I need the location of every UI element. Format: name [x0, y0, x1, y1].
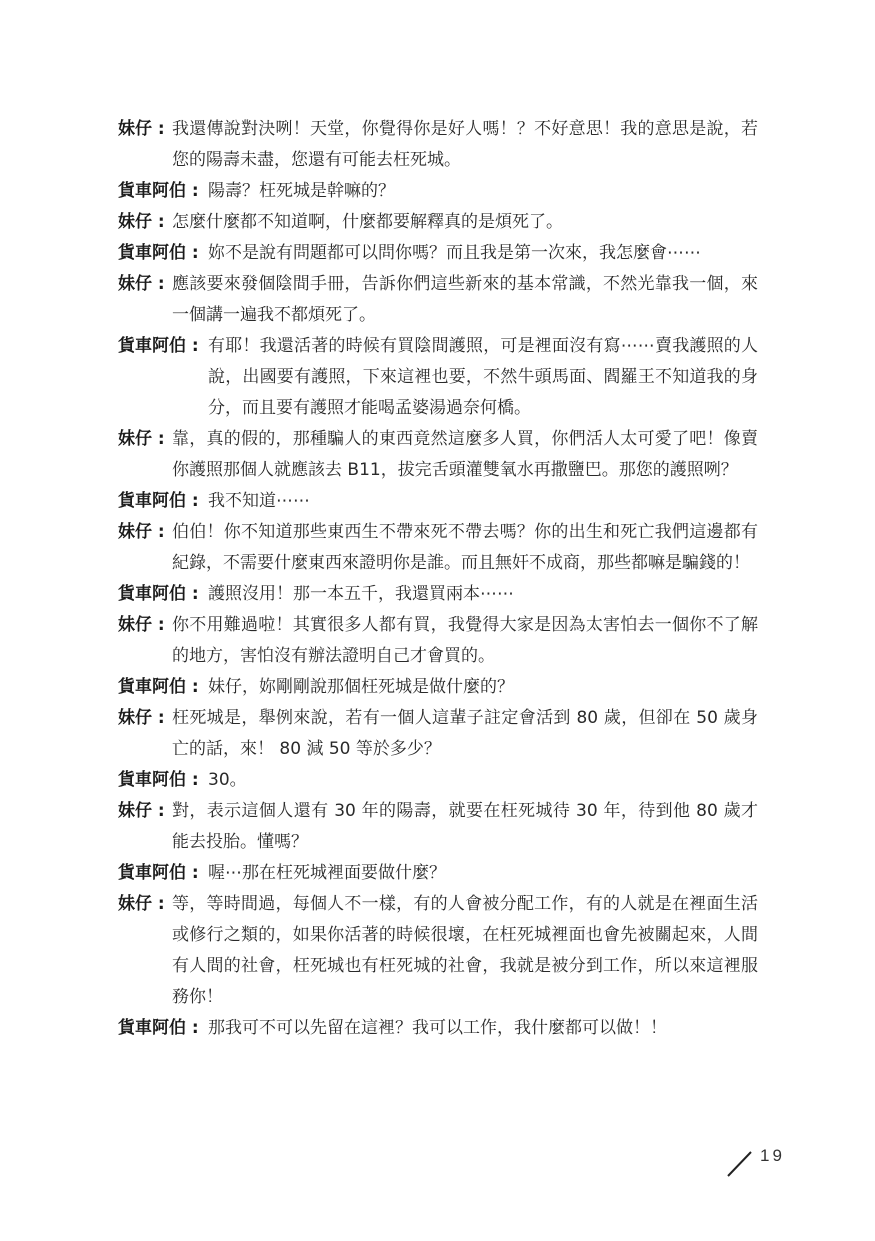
- dialogue-text: 我不知道⋯⋯: [208, 491, 310, 511]
- dialogue-line: [118, 796, 758, 858]
- speaker-label: 妹仔 :: [118, 522, 165, 542]
- dialogue-text: 伯伯！你不知道那些東西生不帶來死不帶去嗎？你的出生和死亡我們這邊都有紀錄，不需要什麼東西來證明你是誰。而且無奸不成商，那些都嘛是騙錢的！: [172, 522, 758, 573]
- dialogue-text: 我還傳說對決咧！天堂，你覺得你是好人嗎！？不好意思！我的意思是說，若您的陽壽未盡，您還有可能去枉死城。: [172, 119, 758, 170]
- speaker-label: 貨車阿伯 :: [118, 181, 199, 201]
- dialogue-line: [118, 207, 758, 238]
- dialogue-line: [118, 765, 758, 796]
- speaker-label: 妹仔 :: [118, 429, 165, 449]
- dialogue-line: [118, 579, 758, 610]
- speaker-label: 妹仔 :: [118, 119, 165, 139]
- dialogue-block: [118, 114, 758, 1044]
- dialogue-text: 妳不是說有問題都可以問你嗎？而且我是第一次來，我怎麼會⋯⋯: [208, 243, 701, 263]
- dialogue-line: [118, 858, 758, 889]
- dialogue-text: 你不用難過啦！其實很多人都有買，我覺得大家是因為太害怕去一個你不了解的地方，害怕沒有辦法證明自己才會買的。: [172, 615, 758, 666]
- dialogue-line: [118, 114, 758, 176]
- dialogue-text: 等，等時間過，每個人不一樣，有的人會被分配工作，有的人就是在裡面生活或修行之類的，如果你活著的時候很壞，在枉死城裡面也會先被關起來，人間有人間的社會，枉死城也有枉死城的社會，我就是被分到工作，所以來這裡服務你！: [172, 894, 758, 1007]
- dialogue-text: 那我可不可以先留在這裡？我可以工作，我什麼都可以做！！: [208, 1018, 667, 1038]
- dialogue-line: [118, 238, 758, 269]
- dialogue-text: 30。: [208, 770, 247, 790]
- speaker-label: 貨車阿伯 :: [118, 677, 199, 697]
- dialogue-line: [118, 331, 758, 424]
- dialogue-line: [118, 517, 758, 579]
- speaker-label: 貨車阿伯 :: [118, 336, 199, 356]
- dialogue-text: 靠，真的假的，那種騙人的東西竟然這麼多人買，你們活人太可愛了吧！像賣你護照那個人就應該去 B11，拔完舌頭灌雙氧水再撒鹽巴。那您的護照咧？: [172, 429, 758, 480]
- dialogue-line: [118, 269, 758, 331]
- dialogue-line: [118, 703, 758, 765]
- page-number: 19: [760, 1146, 785, 1165]
- speaker-label: 貨車阿伯 :: [118, 491, 199, 511]
- speaker-label: 妹仔 :: [118, 615, 165, 635]
- speaker-label: 妹仔 :: [118, 212, 165, 232]
- dialogue-line: [118, 1013, 758, 1044]
- dialogue-text: 應該要來發個陰間手冊，告訴你們這些新來的基本常識，不然光靠我一個，來一個講一遍我不都煩死了。: [172, 274, 758, 325]
- dialogue-line: [118, 424, 758, 486]
- page-footer: [726, 1146, 796, 1180]
- speaker-label: 貨車阿伯 :: [118, 1018, 199, 1038]
- speaker-label: 貨車阿伯 :: [118, 770, 199, 790]
- dialogue-text: 對，表示這個人還有 30 年的陽壽，就要在枉死城待 30 年，待到他 80 歲才能去投胎。懂嗎？: [172, 801, 758, 852]
- dialogue-line: [118, 176, 758, 207]
- speaker-label: 妹仔 :: [118, 274, 165, 294]
- speaker-label: 貨車阿伯 :: [118, 863, 199, 883]
- dialogue-line: [118, 672, 758, 703]
- dialogue-line: [118, 486, 758, 517]
- dialogue-text: 妹仔，妳剛剛說那個枉死城是做什麼的？: [208, 677, 514, 697]
- dialogue-text: 護照沒用！那一本五千，我還買兩本⋯⋯: [208, 584, 514, 604]
- speaker-label: 妹仔 :: [118, 708, 165, 728]
- dialogue-text: 怎麼什麼都不知道啊，什麼都要解釋真的是煩死了。: [172, 212, 563, 232]
- dialogue-text: 枉死城是，舉例來說，若有一個人這輩子註定會活到 80 歲，但卻在 50 歲身亡的話，來！ 80 減 50 等於多少？: [172, 708, 758, 759]
- speaker-label: 貨車阿伯 :: [118, 243, 199, 263]
- speaker-label: 妹仔 :: [118, 801, 165, 821]
- dialogue-line: [118, 889, 758, 1013]
- dialogue-text: 陽壽？枉死城是幹嘛的？: [208, 181, 395, 201]
- dialogue-text: 喔⋯那在枉死城裡面要做什麼？: [208, 863, 446, 883]
- speaker-label: 妹仔 :: [118, 894, 165, 914]
- speaker-label: 貨車阿伯 :: [118, 584, 199, 604]
- dialogue-line: [118, 610, 758, 672]
- slash-divider-icon: [726, 1148, 754, 1178]
- dialogue-text: 有耶！我還活著的時候有買陰間護照，可是裡面沒有寫⋯⋯賣我護照的人說，出國要有護照，下來這裡也要，不然牛頭馬面、閻羅王不知道我的身分，而且要有護照才能喝孟婆湯過奈何橋。: [208, 336, 758, 418]
